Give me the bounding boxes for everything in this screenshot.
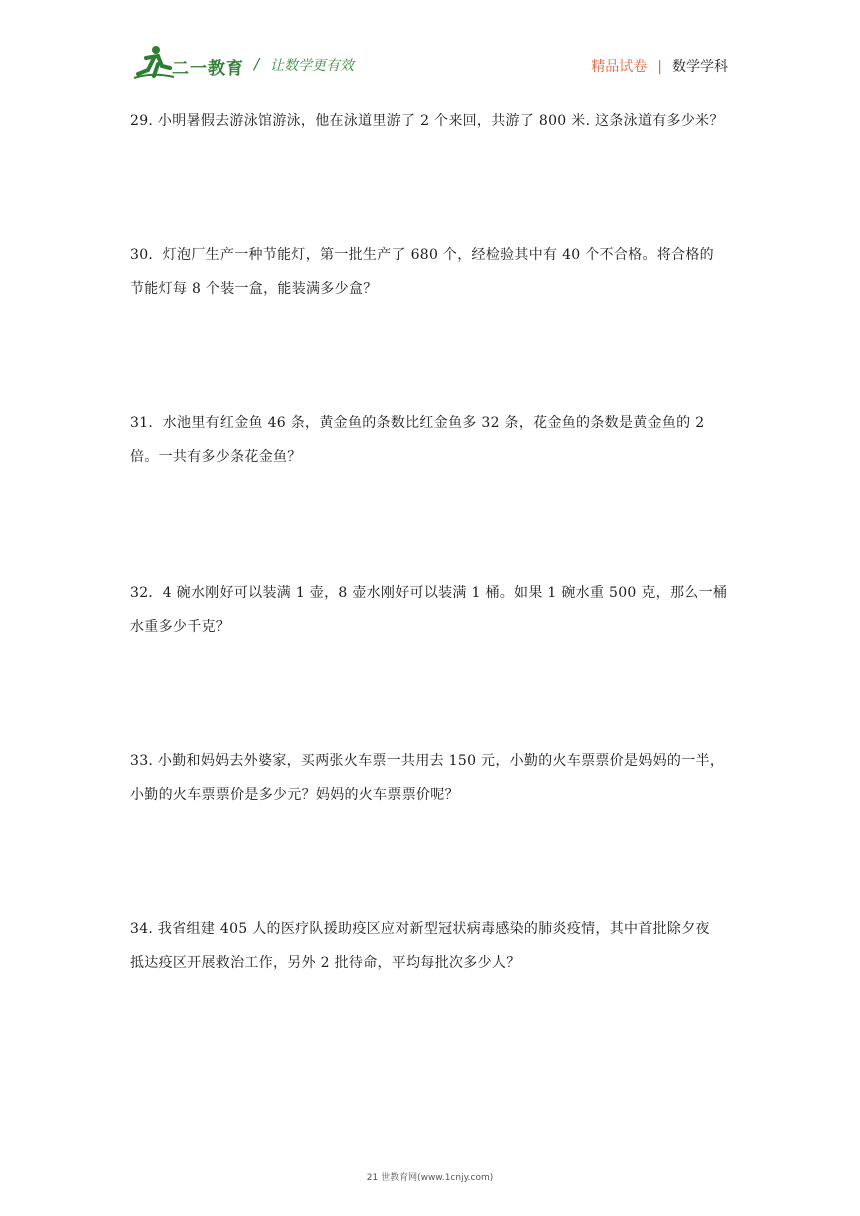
page-header: [132, 44, 728, 84]
page-footer: 21 世教育网(www.1cnjy.com): [366, 1173, 494, 1183]
question-line: 抵达疫区开展救治工作，另外 2 批待命，平均每批次多少人？: [130, 955, 521, 971]
brand-slash: /: [254, 55, 260, 73]
question-line: 33. 小勤和妈妈去外婆家，买两张火车票一共用去 150 元，小勤的火车票票价是妈妈的一半，: [130, 753, 725, 769]
question-33: [130, 744, 732, 812]
question-30: [130, 238, 732, 306]
question-line: 水重多少千克？: [130, 619, 231, 635]
question-31: [130, 406, 732, 474]
question-32: [130, 576, 732, 644]
tag-subject: 数学学科: [672, 59, 728, 75]
question-34: [130, 912, 732, 980]
question-line: 小勤的火车票票价是多少元？妈妈的火车票票价呢？: [130, 787, 459, 803]
header-tags: [591, 56, 728, 76]
question-line: 31．水池里有红金鱼 46 条，黄金鱼的条数比红金鱼多 32 条，花金鱼的条数是黄金鱼的 2: [130, 415, 705, 431]
runner-logo-icon: [132, 44, 176, 82]
question-line: 29. 小明暑假去游泳馆游泳，他在泳道里游了 2 个来回，共游了 800 米. 这条泳道有多少米？: [130, 113, 724, 129]
brand-slogan: 让数学更有效: [270, 58, 354, 74]
question-line: 32．4 碗水刚好可以装满 1 壶，8 壶水刚好可以装满 1 桶。如果 1 碗水重 500 克，那么一桶: [130, 585, 728, 601]
question-line: 节能灯每 8 个装一盒，能装满多少盒？: [130, 281, 378, 297]
question-line: 倍。一共有多少条花金鱼？: [130, 449, 302, 465]
brand-name: 二一教育: [172, 59, 244, 79]
tag-premium-paper: 精品试卷: [591, 59, 648, 75]
question-29: [130, 104, 732, 138]
question-line: 34. 我省组建 405 人的医疗队援助疫区应对新型冠状病毒感染的肺炎疫情，其中首批除夕夜: [130, 921, 710, 937]
tag-separator: |: [657, 59, 662, 75]
question-line: 30．灯泡厂生产一种节能灯，第一批生产了 680 个，经检验其中有 40 个不合格。将合格的: [130, 247, 714, 263]
brand-logo: [132, 44, 372, 82]
